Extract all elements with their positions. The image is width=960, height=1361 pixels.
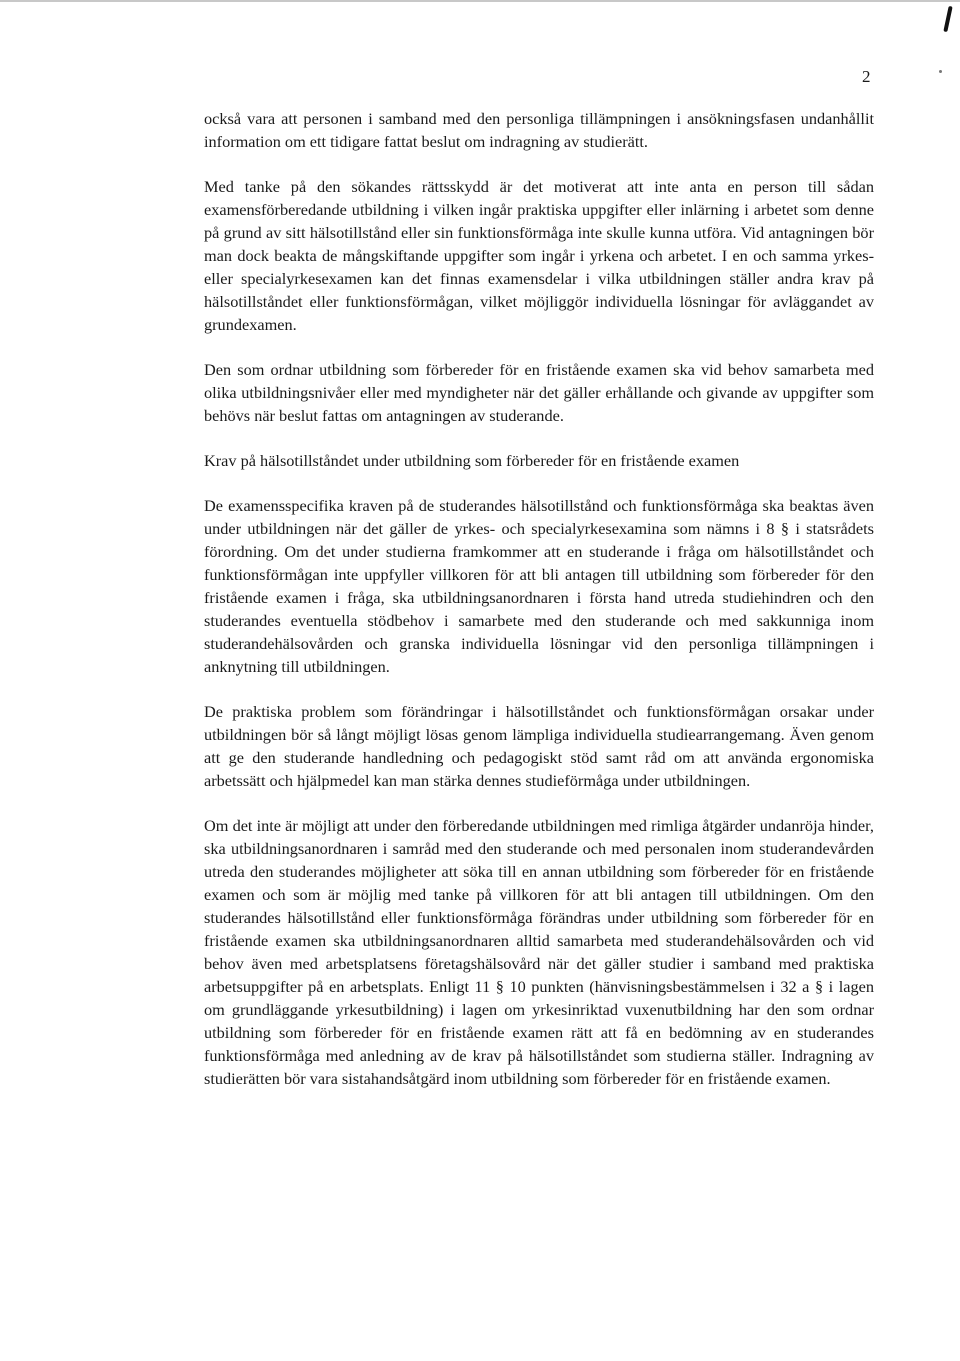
scan-speck	[939, 70, 942, 73]
paragraph-1: också vara att personen i samband med den personliga tillämpningen i ansökningsfasen undanhållit information om ett tidigare fattat beslut om indragning av studierätt.	[204, 109, 874, 151]
page-number: 2	[862, 67, 871, 86]
paragraph-6: Om det inte är möjligt att under den förberedande utbildningen med rimliga åtgärder undanröja hinder, ska utbildningsanordnaren i samråd med den studerande och med personalen inom studerandevården utreda den studerandes möjligheter att söka till en annan utbildning som förbereder för en fristående examen och som är möjlig med tanke på villkoren för att bli antagen till utbildningen. Om den studerandes hälsotillstånd eller funktionsförmåga förändras under utbildning som förbereder för en fristående examen ska utbildningsanordnaren alltid samarbeta med studerandehälsovården och vid behov även med arbetsplatsens företagshälsovård när det gäller studier i samband med praktiska arbetsuppgifter på en arbetsplats. Enligt 11 § 10 punkten (hänvisningsbestämmelsen i 32 a § i lagen om grundläggande yrkesutbildning) i lagen om yrkesinriktad vuxenutbildning har den som ordnar utbildning som förbereder för en fristående examen rätt att få en bedömning av en studerandes funktionsförmåga med anledning av de krav på hälsotillståndet som studierna ställer. Indragning av studierätten bör vara sistahandsåtgärd inom utbildning som förbereder för en fristående examen.	[204, 816, 874, 1088]
paragraph-3: Den som ordnar utbildning som förbereder för en fristående examen ska vid behov samarbeta med olika utbildningsnivåer eller med myndigheter när det gäller erhållande och givande av uppgifter som behövs när beslut fattas om antagningen av studerande.	[204, 360, 874, 425]
paragraph-4: De examensspecifika kraven på de studerandes hälsotillstånd och funktionsförmåga ska beaktas även under utbildningen när det gäller de yrkes- och specialyrkesexamina som nämns i 8 § i statsrådets förordning. Om det under studierna framkommer att en studerande i fråga om hälsotillståndet och funktionsförmågan inte uppfyller villkoren för att bli antagen till utbildning som förbereder för den fristående examen i fråga, ska utbildningsanordnaren i första hand utreda studiehindren och den studerandes eventuella stödbehov i samarbete med den studerande och med sakkunniga inom studerandehälsovården och granska individuella lösningar vid den personliga tillämpningen i anknytning till utbildningen.	[204, 496, 874, 676]
paragraph-5: De praktiska problem som förändringar i hälsotillståndet och funktionsförmågan orsakar under utbildningen bör så långt möjligt lösas genom lämpliga individuella studiearrangemang. Även genom att ge den studerande handledning och pedagogiskt stöd samt råd om att använda ergonomiska arbetssätt och hjälpmedel kan man stärka dennes studieförmåga under utbildningen.	[204, 702, 874, 790]
scan-edge-line	[0, 0, 960, 2]
corner-ink-mark	[943, 6, 952, 32]
section-heading: Krav på hälsotillståndet under utbildning som förbereder för en fristående examen	[204, 451, 740, 470]
paragraph-2: Med tanke på den sökandes rättsskydd är det motiverat att inte anta en person till sådan examensförberedande utbildning i vilken ingår praktiska uppgifter eller inlärning i arbetet som denne på grund av sitt hälsotillstånd eller sin funktionsförmåga inte skulle kunna utföra. Vid antagningen bör man dock beakta de mångskiftande uppgifter som ingår i yrkena och arbetet. I en och samma yrkes- eller specialyrkesexamen kan det finnas examensdelar i vilka utbildningen ställer andra krav på hälsotillståndet eller funktionsförmågan, vilket möjliggör individuella lösningar för avläggandet av grundexamen.	[204, 177, 874, 334]
document-body	[204, 107, 874, 1112]
